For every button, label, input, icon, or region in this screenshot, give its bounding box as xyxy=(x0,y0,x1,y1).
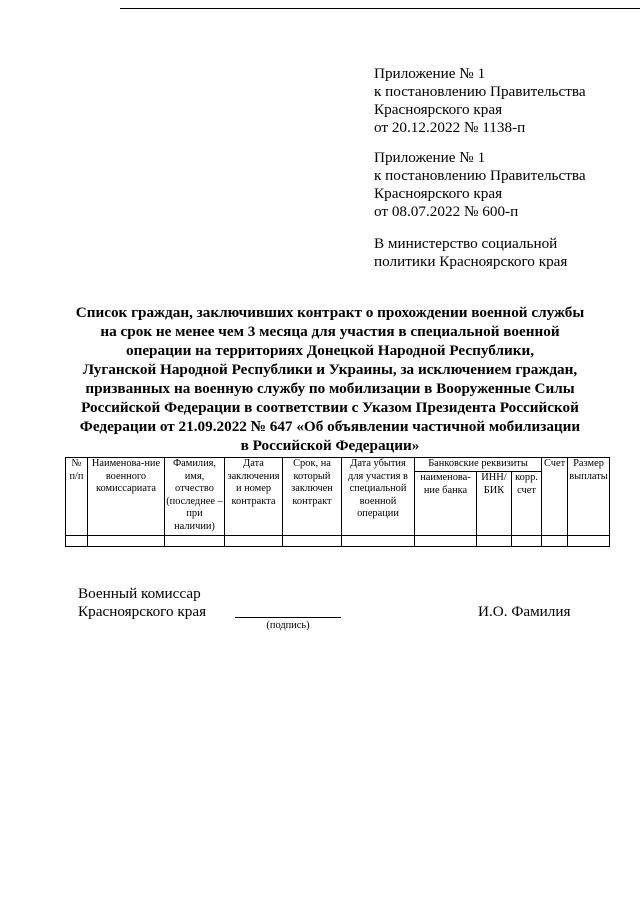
title-line: Список граждан, заключивших контракт о прохождении военной службы xyxy=(75,304,585,321)
signer-role-line1: Военный комиссар xyxy=(78,585,201,602)
signature-line xyxy=(235,617,341,618)
title-line: Федерации от 21.09.2022 № 647 «Об объявлении частичной мобилизации xyxy=(79,418,581,435)
appendix-2-line: от 08.07.2022 № 600-п xyxy=(374,203,519,220)
table-cell xyxy=(542,536,568,547)
title-line: операции на территориях Донецкой Народной Республики, xyxy=(125,342,535,359)
appendix-1-line: Приложение № 1 xyxy=(374,65,486,82)
header-fio: Фамилия, имя, отчество (последнее – при наличии) xyxy=(165,458,225,536)
appendix-2-line: к постановлению Правительства xyxy=(374,167,586,184)
table-cell xyxy=(225,536,283,547)
appendix-1-line: Красноярского края xyxy=(374,101,503,118)
header-num: № п/п xyxy=(66,458,88,536)
header-contract-date: Дата заключения и номер контракта xyxy=(225,458,283,536)
table-cell xyxy=(477,536,512,547)
table-cell xyxy=(88,536,165,547)
title-line: призванных на военную службу по мобилизации в Вооруженные Силы xyxy=(85,380,575,397)
table-cell xyxy=(165,536,225,547)
signer-name: И.О. Фамилия xyxy=(478,603,571,620)
table-cell xyxy=(342,536,415,547)
table-cell xyxy=(283,536,342,547)
appendix-2-line: Приложение № 1 xyxy=(374,149,486,166)
addressee-block xyxy=(374,235,614,271)
header-term: Срок, на который заключен контракт xyxy=(283,458,342,536)
document-title xyxy=(62,303,598,455)
addressee-line: политики Красноярского края xyxy=(374,253,568,270)
header-bank-name: наименова-ние банка xyxy=(415,472,477,536)
top-rule xyxy=(120,8,640,9)
title-line: Луганской Народной Республики и Украины, за исключением граждан, xyxy=(82,361,578,378)
title-line: Российской Федерации в соответствии с Указом Президента Российской xyxy=(81,399,579,416)
header-commissariat: Наименова-ние военного комиссариата xyxy=(88,458,165,536)
appendix-1-line: к постановлению Правительства xyxy=(374,83,586,100)
header-bank-group: Банковские реквизиты xyxy=(415,458,542,472)
header-account: Счет xyxy=(542,458,568,536)
appendix-block-2 xyxy=(374,149,614,221)
table-cell xyxy=(415,536,477,547)
title-line: в Российской Федерации» xyxy=(240,437,420,454)
table-cell xyxy=(512,536,542,547)
table-cell xyxy=(568,536,610,547)
title-line: на срок не менее чем 3 месяца для участия в специальной военной xyxy=(100,323,560,340)
appendix-1-line: от 20.12.2022 № 1138-п xyxy=(374,119,526,136)
header-departure: Дата убытия для участия в специальной военной операции xyxy=(342,458,415,536)
header-inn-bik: ИНН/ БИК xyxy=(477,472,512,536)
appendix-block-1 xyxy=(374,65,614,137)
header-corr-account: корр. счет xyxy=(512,472,542,536)
signature-caption: (подпись) xyxy=(266,620,310,631)
citizens-table xyxy=(65,457,610,547)
signer-role-line2: Красноярского края xyxy=(78,603,207,620)
table-row xyxy=(66,536,610,547)
header-payment: Размер выплаты xyxy=(568,458,610,536)
appendix-2-line: Красноярского края xyxy=(374,185,503,202)
addressee-line: В министерство социальной xyxy=(374,235,558,252)
table-cell xyxy=(66,536,88,547)
